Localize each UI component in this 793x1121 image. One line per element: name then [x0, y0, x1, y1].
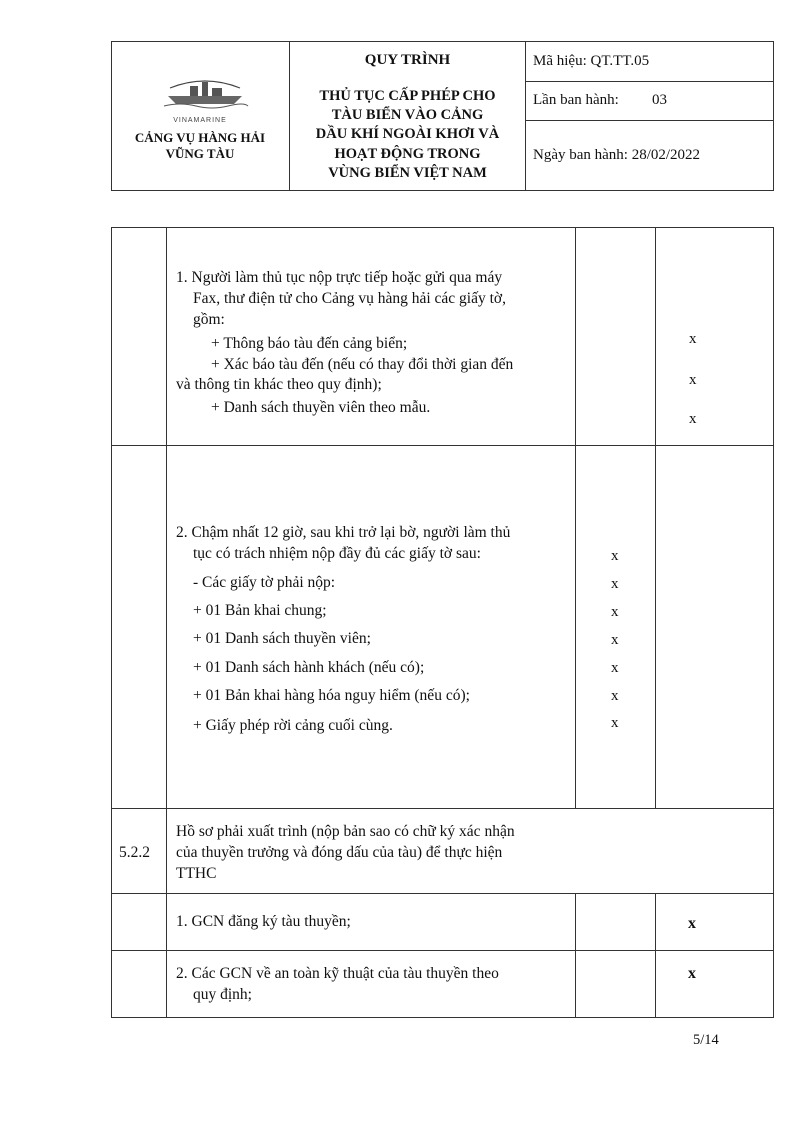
- row1-line-6: và thông tin khác theo quy định);: [176, 376, 382, 393]
- row2-line-7: + 01 Bản khai hàng hóa nguy hiểm (nếu có);: [193, 687, 470, 704]
- row2-line-8: + Giấy phép rời cảng cuối cùng.: [193, 717, 393, 734]
- row2-line-6: + 01 Danh sách hành khách (nếu có);: [193, 659, 425, 676]
- row5-line-2: quy định;: [193, 986, 252, 1003]
- row5-mark: x: [688, 965, 696, 982]
- issue-value: 03: [652, 92, 667, 108]
- row2-line-4: + 01 Bản khai chung;: [193, 602, 327, 619]
- row2-mark-1: x: [611, 548, 619, 564]
- issue-label: Lần ban hành:: [533, 92, 619, 108]
- row2-line-2: tục có trách nhiệm nộp đầy đủ các giấy tờ sau:: [193, 545, 481, 562]
- page-number: 5/14: [693, 1032, 719, 1048]
- issue-date: Ngày ban hành: 28/02/2022: [533, 147, 701, 163]
- doc-title-line-5: VÙNG BIỂN VIỆT NAM: [328, 165, 487, 181]
- row4-mark: x: [688, 915, 696, 932]
- vinamarine-logo: [160, 70, 250, 120]
- row1-line-7: + Danh sách thuyền viên theo mẫu.: [211, 399, 431, 416]
- doc-title-line-2: TÀU BIỂN VÀO CẢNG: [331, 107, 484, 123]
- row3-number: 5.2.2: [119, 844, 150, 861]
- row5-line-1: 2. Các GCN về an toàn kỹ thuật của tàu thuyền theo: [176, 965, 499, 982]
- row2-line-3: - Các giấy tờ phải nộp:: [193, 574, 336, 591]
- row1-line-2: Fax, thư điện tử cho Cảng vụ hàng hải các giấy tờ,: [193, 290, 506, 307]
- doc-title-line-3: DẦU KHÍ NGOÀI KHƠI VÀ: [315, 126, 500, 142]
- org-small-label: VINAMARINE: [173, 117, 227, 124]
- row2-line-5: + 01 Danh sách thuyền viên;: [193, 630, 371, 647]
- row2-line-1: 2. Chậm nhất 12 giờ, sau khi trở lại bờ, người làm thủ: [176, 524, 511, 541]
- row4-line: 1. GCN đăng ký tàu thuyền;: [176, 913, 351, 930]
- row1-line-5: + Xác báo tàu đến (nếu có thay đổi thời gian đến: [211, 356, 514, 373]
- row3-line-2: của thuyền trưởng và đóng dấu của tàu) để thực hiện: [176, 844, 503, 861]
- row1-mark-3: x: [689, 411, 697, 427]
- row1-line-1: 1. Người làm thủ tục nộp trực tiếp hoặc gửi qua máy: [176, 269, 503, 286]
- doc-type: QUY TRÌNH: [364, 52, 451, 68]
- row3-line-3: TTHC: [176, 865, 217, 882]
- row1-line-3: gồm:: [193, 311, 225, 328]
- row2-mark-7: x: [611, 715, 619, 731]
- row2-mark-2: x: [611, 576, 619, 592]
- org-name-line-2: VŨNG TÀU: [165, 146, 235, 161]
- row3-line-1: Hồ sơ phải xuất trình (nộp bản sao có chữ ký xác nhận: [176, 823, 515, 840]
- row2-mark-3: x: [611, 604, 619, 620]
- row1-mark-1: x: [689, 331, 697, 347]
- row2-mark-6: x: [611, 688, 619, 704]
- row2-mark-5: x: [611, 660, 619, 676]
- doc-title-line-1: THỦ TỤC CẤP PHÉP CHO: [319, 88, 496, 104]
- org-name-line-1: CẢNG VỤ HÀNG HẢI: [134, 130, 266, 145]
- doc-title-line-4: HOẠT ĐỘNG TRONG: [334, 146, 481, 162]
- doc-code: Mã hiệu: QT.TT.05: [533, 53, 650, 69]
- row1-line-4: + Thông báo tàu đến cảng biển;: [211, 335, 408, 352]
- row2-mark-4: x: [611, 632, 619, 648]
- row1-mark-2: x: [689, 372, 697, 388]
